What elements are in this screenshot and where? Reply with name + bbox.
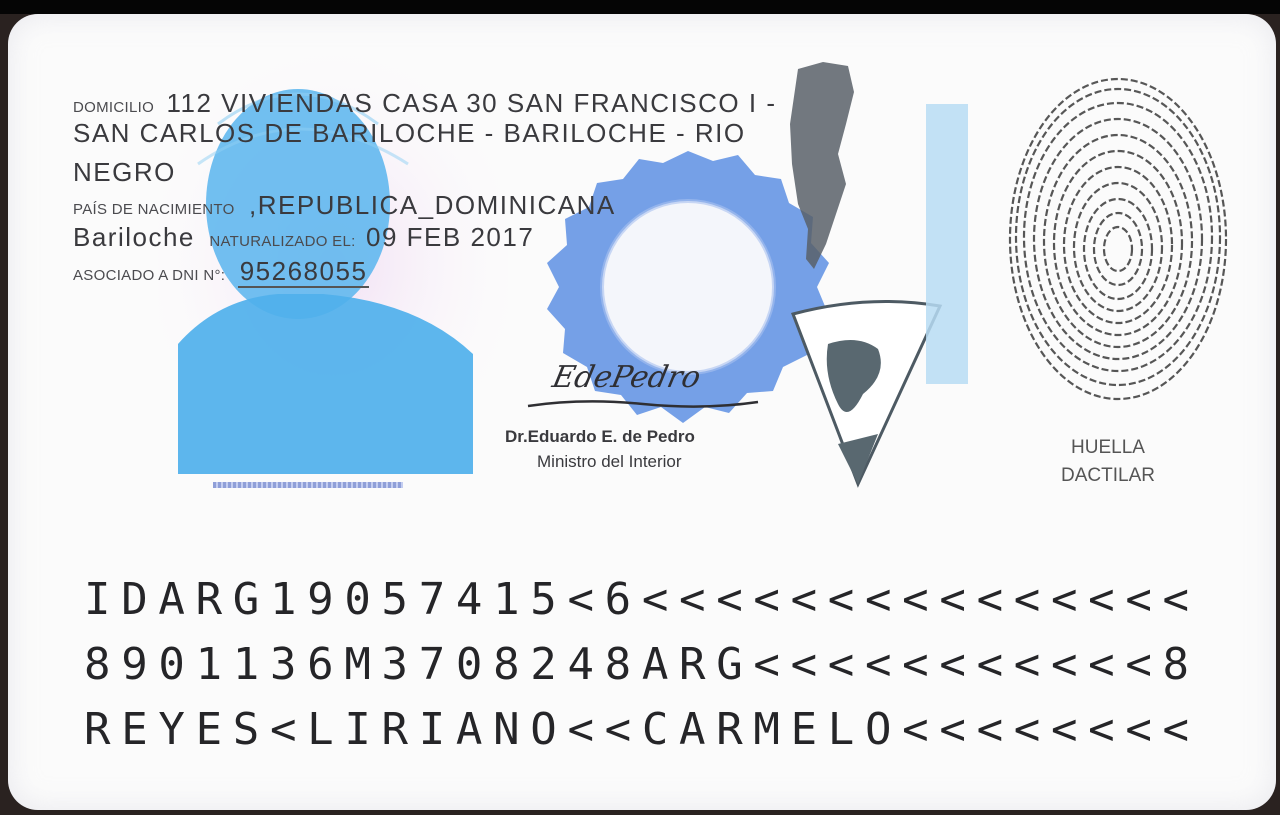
top-edge bbox=[0, 0, 1280, 14]
mrz-line-1: IDARG19057415<6<<<<<<<<<<<<<<< bbox=[84, 574, 1200, 625]
fingerprint-image bbox=[998, 49, 1238, 439]
signature-script: EdePedro bbox=[549, 360, 704, 395]
nacimiento-label: PAÍS DE NACIMIENTO bbox=[73, 201, 235, 218]
nacimiento-city: Bariloche bbox=[73, 222, 195, 252]
nacimiento-row bbox=[73, 190, 616, 221]
asociado-dni-value: 95268055 bbox=[239, 256, 368, 286]
minister-name: Dr.Eduardo E. de Pedro bbox=[505, 427, 695, 446]
asociado-row bbox=[73, 256, 369, 287]
mrz-line-3: REYES<LIRIANO<<CARMELO<<<<<<<< bbox=[84, 704, 1200, 755]
domicilio-line1: 112 VIVIENDAS CASA 30 SAN FRANCISCO I - bbox=[166, 88, 777, 118]
fingerprint-label bbox=[1038, 434, 1178, 490]
hologram-strip bbox=[926, 104, 968, 384]
asociado-label: ASOCIADO A DNI N°: bbox=[73, 267, 226, 284]
naturalizado-value: 09 FEB 2017 bbox=[366, 222, 535, 252]
minister-title: Ministro del Interior bbox=[537, 452, 682, 471]
fingerprint-label-line2: DACTILAR bbox=[1061, 465, 1155, 486]
minister-signature bbox=[523, 360, 763, 420]
domicilio-label: DOMICILIO bbox=[73, 99, 155, 116]
domicilio-line3: NEGRO bbox=[73, 157, 176, 187]
naturalizado-label: NATURALIZADO EL: bbox=[209, 233, 356, 250]
id-card-back bbox=[8, 14, 1276, 810]
nacimiento-value: ,REPUBLICA_DOMINICANA bbox=[249, 190, 616, 220]
microprint-line bbox=[213, 482, 403, 488]
naturalizado-row bbox=[73, 222, 534, 253]
domicilio-line2: SAN CARLOS DE BARILOCHE - BARILOCHE - RIO bbox=[73, 118, 746, 148]
fingerprint-label-line1: HUELLA bbox=[1071, 437, 1145, 458]
domicilio-line1-row bbox=[73, 88, 776, 119]
mrz-line-2: 8901136M3708248ARG<<<<<<<<<<<8 bbox=[84, 639, 1200, 690]
